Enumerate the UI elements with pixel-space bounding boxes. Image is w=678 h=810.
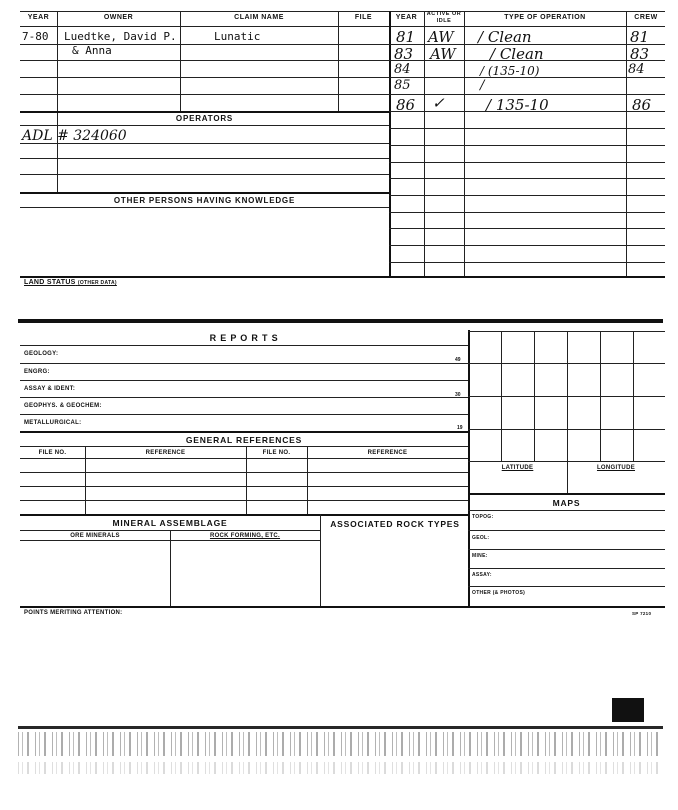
associated-rock-types-title: ASSOCIATED ROCK TYPES <box>330 519 460 529</box>
rule <box>626 11 627 276</box>
report-label: ENGRG: <box>24 369 50 375</box>
rule <box>464 11 465 276</box>
rule <box>20 414 468 415</box>
rule <box>389 178 665 179</box>
activity-operation: / <box>480 78 485 93</box>
map-item: MINE: <box>472 553 488 559</box>
rule <box>20 397 468 398</box>
rule <box>389 245 665 246</box>
header-year: YEAR <box>27 14 50 21</box>
header-file: FILE <box>354 14 373 21</box>
rule <box>389 262 665 263</box>
form-number: SP 7210 <box>632 611 652 616</box>
rule <box>20 207 389 208</box>
owner-year: 7-80 <box>22 30 49 43</box>
activity-crew: 84 <box>628 62 645 77</box>
report-label: METALLURGICAL: <box>24 420 82 426</box>
grid-line <box>468 363 665 364</box>
activity-year: 83 <box>394 45 414 63</box>
rule <box>20 380 468 381</box>
rule <box>20 158 389 159</box>
activity-status: AW <box>430 45 456 63</box>
rule <box>57 11 58 193</box>
activity-operation: / Clean <box>490 45 544 63</box>
rule <box>20 94 389 95</box>
rule <box>20 363 468 364</box>
rule <box>20 77 389 78</box>
rule <box>180 11 181 111</box>
rule <box>20 458 468 459</box>
rule <box>170 530 171 606</box>
rule <box>468 493 665 495</box>
rule <box>307 446 308 514</box>
activity-year: 85 <box>394 78 411 93</box>
rule <box>20 143 389 144</box>
rule <box>389 128 665 129</box>
rule <box>389 11 391 276</box>
map-item: ASSAY: <box>472 572 492 578</box>
rule <box>468 568 665 569</box>
activity-year: 86 <box>396 96 416 114</box>
rule <box>20 606 665 608</box>
rule <box>20 111 389 113</box>
mineral-assemblage-title: MINERAL ASSEMBLAGE <box>112 518 228 528</box>
report-label: ASSAY & IDENT: <box>24 386 76 392</box>
header-claim-name: CLAIM NAME <box>234 14 284 21</box>
rule <box>389 162 665 163</box>
rule <box>389 228 665 229</box>
latitude-label: LATITUDE <box>501 465 534 471</box>
rule <box>20 276 665 278</box>
rule <box>389 145 665 146</box>
header-crew: CREW <box>634 14 658 21</box>
rock-forming-label: ROCK FORMING, ETC. <box>209 533 281 539</box>
general-references-title: GENERAL REFERENCES <box>185 435 303 445</box>
longitude-label: LONGITUDE <box>596 465 636 471</box>
reports-title: R E P O R T S <box>209 333 279 343</box>
rule <box>20 60 389 61</box>
rule <box>85 446 86 514</box>
claim-name-value: Lunatic <box>214 30 261 43</box>
rule <box>20 446 468 447</box>
rule <box>20 472 468 473</box>
rule <box>20 486 468 487</box>
points-meriting-attention-title: POINTS MERITING ATTENTION: <box>24 610 123 616</box>
rule <box>20 500 468 501</box>
grid-line <box>468 396 665 397</box>
header-type-of-operation: TYPE OF OPERATION <box>504 14 586 21</box>
header-active-idle: ACTIVE OR IDLE <box>426 11 462 24</box>
activity-crew: 81 <box>630 28 650 46</box>
ref-col-file-no: FILE NO. <box>38 450 67 456</box>
rule <box>468 510 665 511</box>
operators-title: OPERATORS <box>175 114 234 123</box>
owner-name-line1: Luedtke, David P. <box>64 30 177 43</box>
map-item: OTHER (& PHOTOS) <box>472 590 526 596</box>
ore-minerals-label: ORE MINERALS <box>70 533 120 539</box>
activity-operation: / (135-10) <box>480 64 540 78</box>
land-status-title: LAND STATUS (OTHER DATA) <box>24 279 117 286</box>
ref-col-reference: REFERENCE <box>145 450 186 456</box>
operators-entry: ADL # 324060 <box>22 128 127 144</box>
map-item: GEOL: <box>472 535 490 541</box>
report-label: GEOPHYS. & GEOCHEM: <box>24 403 102 409</box>
report-number: 49 <box>455 357 461 363</box>
scan-artifact <box>18 762 663 774</box>
report-number: 30 <box>455 392 461 398</box>
rule <box>20 26 665 27</box>
ref-col-file-no-2: FILE NO. <box>262 450 291 456</box>
rule <box>246 446 247 514</box>
rule <box>320 514 321 606</box>
rule <box>389 212 665 213</box>
rule <box>468 530 665 531</box>
owner-name-line2: & Anna <box>72 44 112 57</box>
maps-title: MAPS <box>552 498 581 508</box>
black-mark <box>612 698 644 722</box>
rule <box>20 345 468 346</box>
scan-artifact <box>18 726 663 729</box>
report-number: 19 <box>457 425 463 431</box>
rule <box>338 11 339 111</box>
section-divider <box>18 319 663 323</box>
other-persons-title: OTHER PERSONS HAVING KNOWLEDGE <box>113 196 296 205</box>
activity-status: AW <box>428 28 454 46</box>
activity-status: ✓ <box>432 94 445 112</box>
rule <box>20 125 389 126</box>
rule <box>20 192 389 194</box>
header-year-2: YEAR <box>395 14 418 21</box>
rule <box>424 11 425 276</box>
activity-year: 81 <box>396 28 416 46</box>
activity-operation: / 135-10 <box>486 96 549 114</box>
rule <box>468 586 665 587</box>
ref-col-reference-2: REFERENCE <box>367 450 408 456</box>
rule <box>468 549 665 550</box>
rule <box>20 11 665 12</box>
rule <box>20 174 389 175</box>
rule <box>20 514 468 516</box>
report-label: GEOLOGY: <box>24 351 59 357</box>
header-owner: OWNER <box>103 14 134 21</box>
grid-line <box>468 429 665 430</box>
activity-crew: 86 <box>632 96 652 114</box>
activity-crew: 83 <box>630 45 650 63</box>
rule <box>389 195 665 196</box>
rule <box>20 431 468 433</box>
activity-operation: / Clean <box>478 28 532 46</box>
scan-artifact <box>18 732 663 756</box>
map-item: TOPOG: <box>472 514 494 520</box>
activity-year: 84 <box>394 62 411 77</box>
rule <box>389 94 665 95</box>
